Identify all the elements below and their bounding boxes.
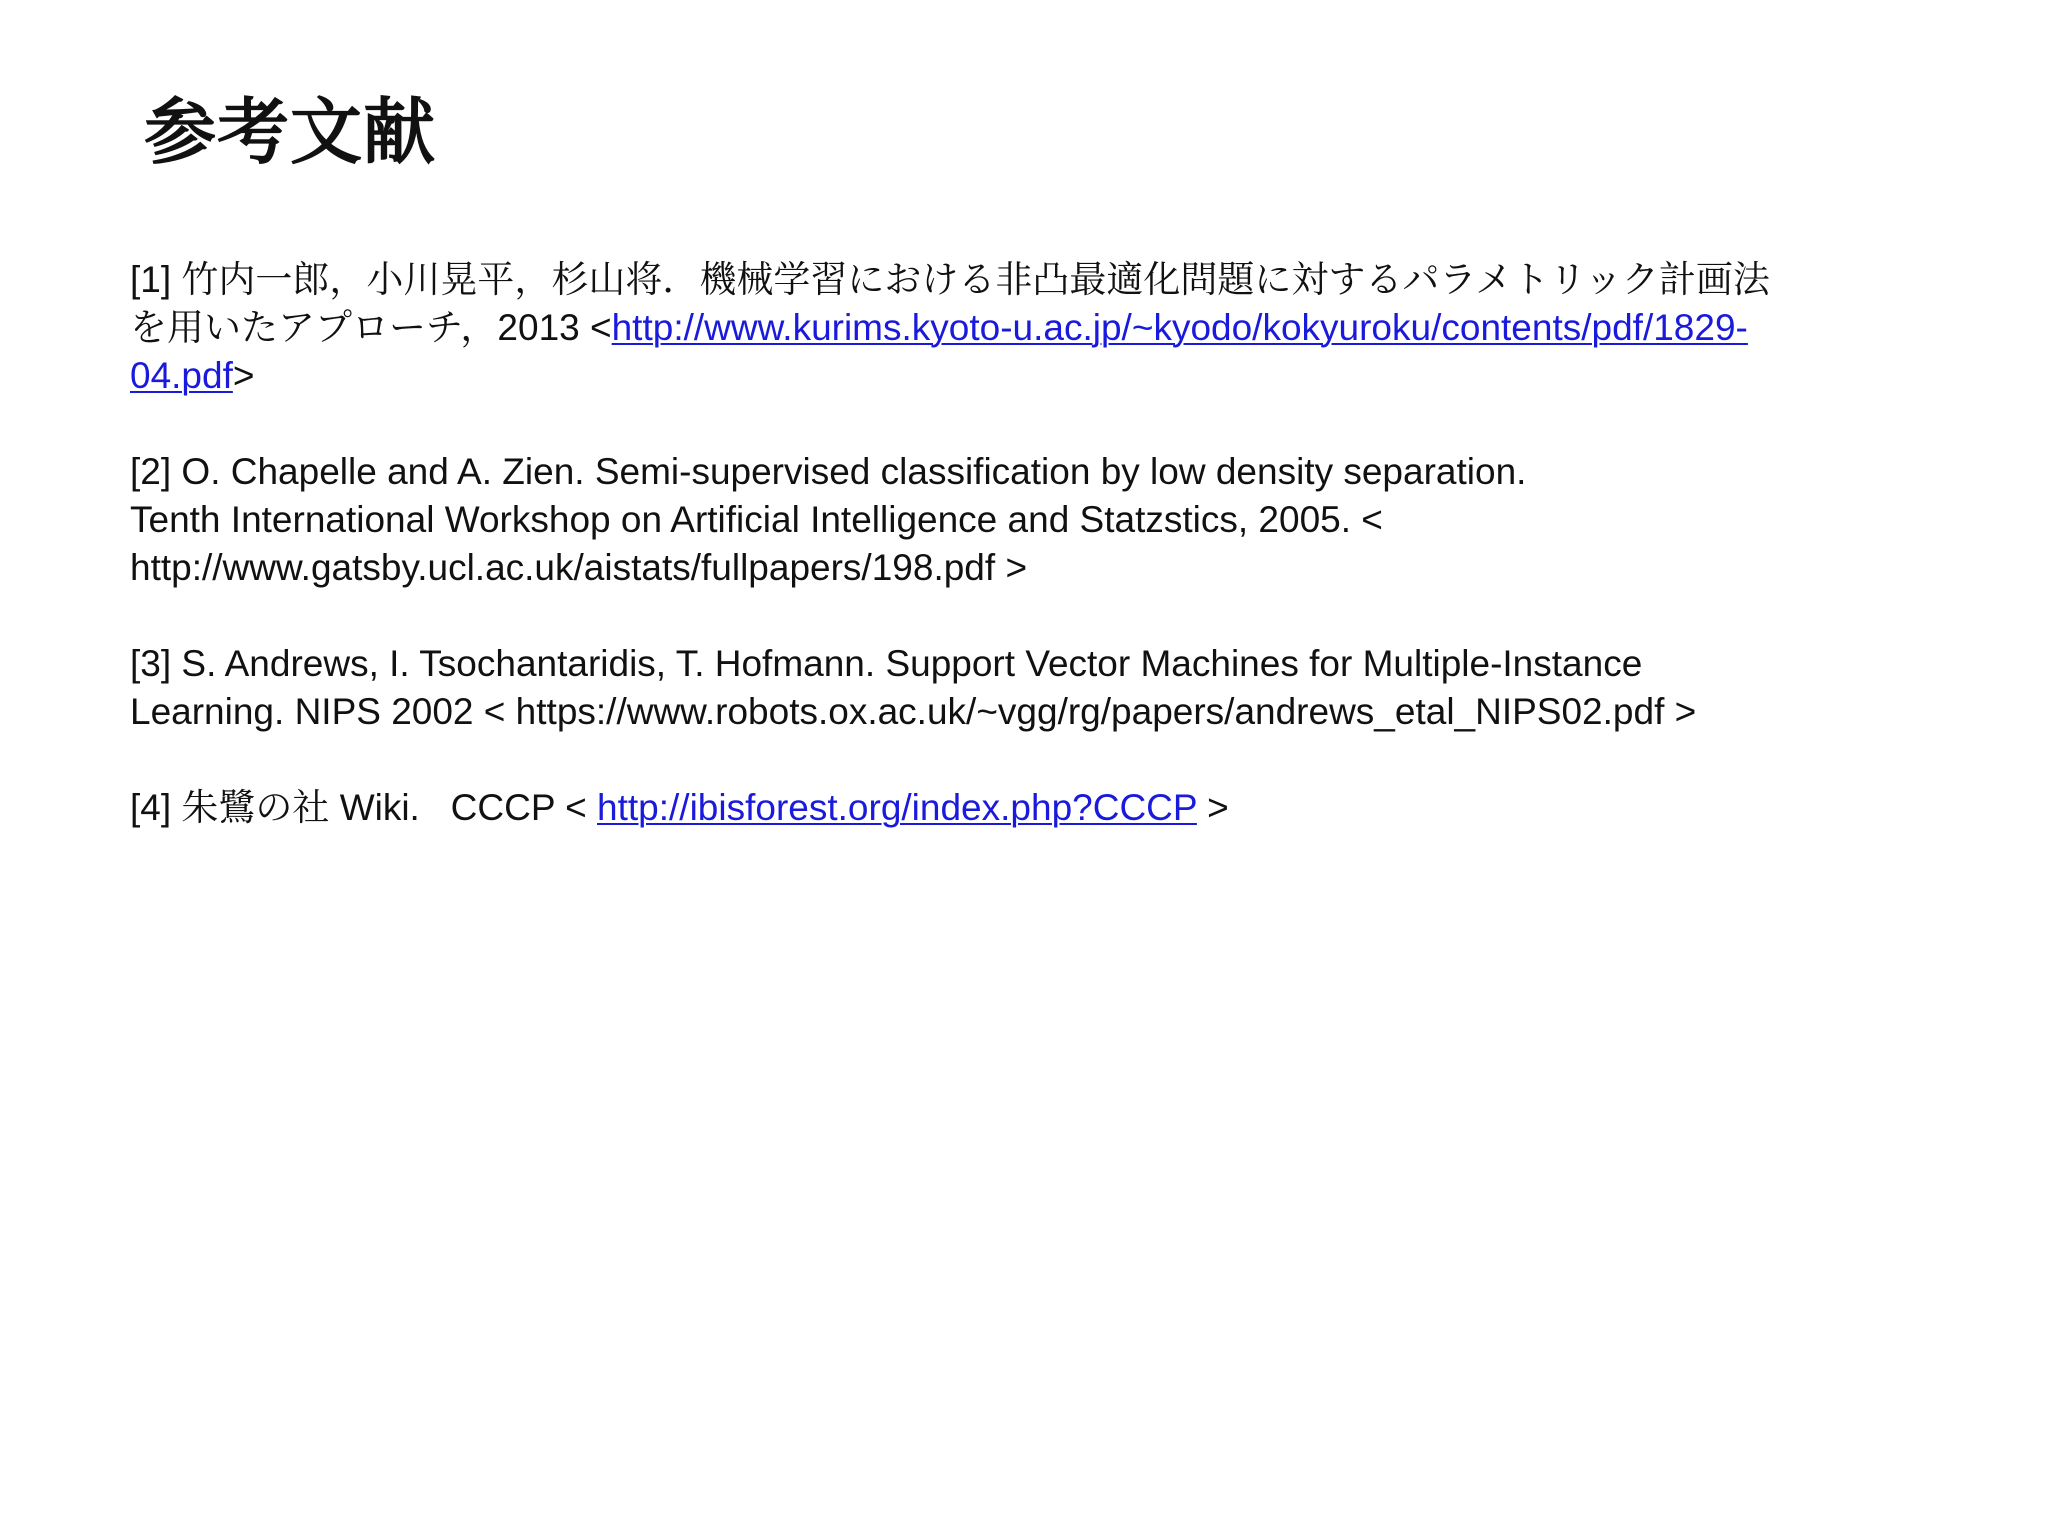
reference-4-suffix: > xyxy=(1196,787,1229,828)
reference-item-1 xyxy=(130,256,1930,400)
reference-1-link-continued[interactable]: 04.pdf xyxy=(130,355,233,396)
reference-1-line-2 xyxy=(130,304,1930,352)
reference-item-3 xyxy=(130,640,1930,736)
reference-item-2 xyxy=(130,448,1930,592)
reference-1-line-3 xyxy=(130,352,1930,400)
page-title: 参考文献 xyxy=(144,93,437,173)
reference-4-link[interactable]: http://ibisforest.org/index.php?CCCP xyxy=(597,787,1197,828)
reference-2-line-3: http://www.gatsby.ucl.ac.uk/aistats/fullpapers/198.pdf > xyxy=(130,547,1028,588)
reference-4-line-1 xyxy=(130,784,1930,832)
reference-1-line-1: [1] 竹内一郎，小川晃平，杉山将．機械学習における非凸最適化問題に対するパラメトリック計画法 xyxy=(130,259,1770,300)
reference-1-link[interactable]: http://www.kurims.kyoto-u.ac.jp/~kyodo/kokyuroku/contents/pdf/1829- xyxy=(611,307,1748,348)
reference-1-suffix: > xyxy=(232,355,255,396)
reference-1-text: を用いたアプローチ，2013 < xyxy=(130,307,612,348)
reference-2-line-2: Tenth International Workshop on Artificial Intelligence and Statzstics, 2005. < xyxy=(130,499,1383,540)
reference-2-line-1: [2] O. Chapelle and A. Zien. Semi-supervised classification by low density separation. xyxy=(130,451,1527,492)
reference-3-line-2: Learning. NIPS 2002 < https://www.robots.ox.ac.uk/~vgg/rg/papers/andrews_etal_NIPS02.pdf > xyxy=(130,691,1697,732)
reference-list xyxy=(130,256,1930,880)
reference-item-4 xyxy=(130,784,1930,832)
reference-4-prefix: [4] 朱鷺の社 Wiki. CCCP < xyxy=(130,787,598,828)
reference-3-line-1: [3] S. Andrews, I. Tsochantaridis, T. Hofmann. Support Vector Machines for Multiple-Instance xyxy=(130,643,1643,684)
